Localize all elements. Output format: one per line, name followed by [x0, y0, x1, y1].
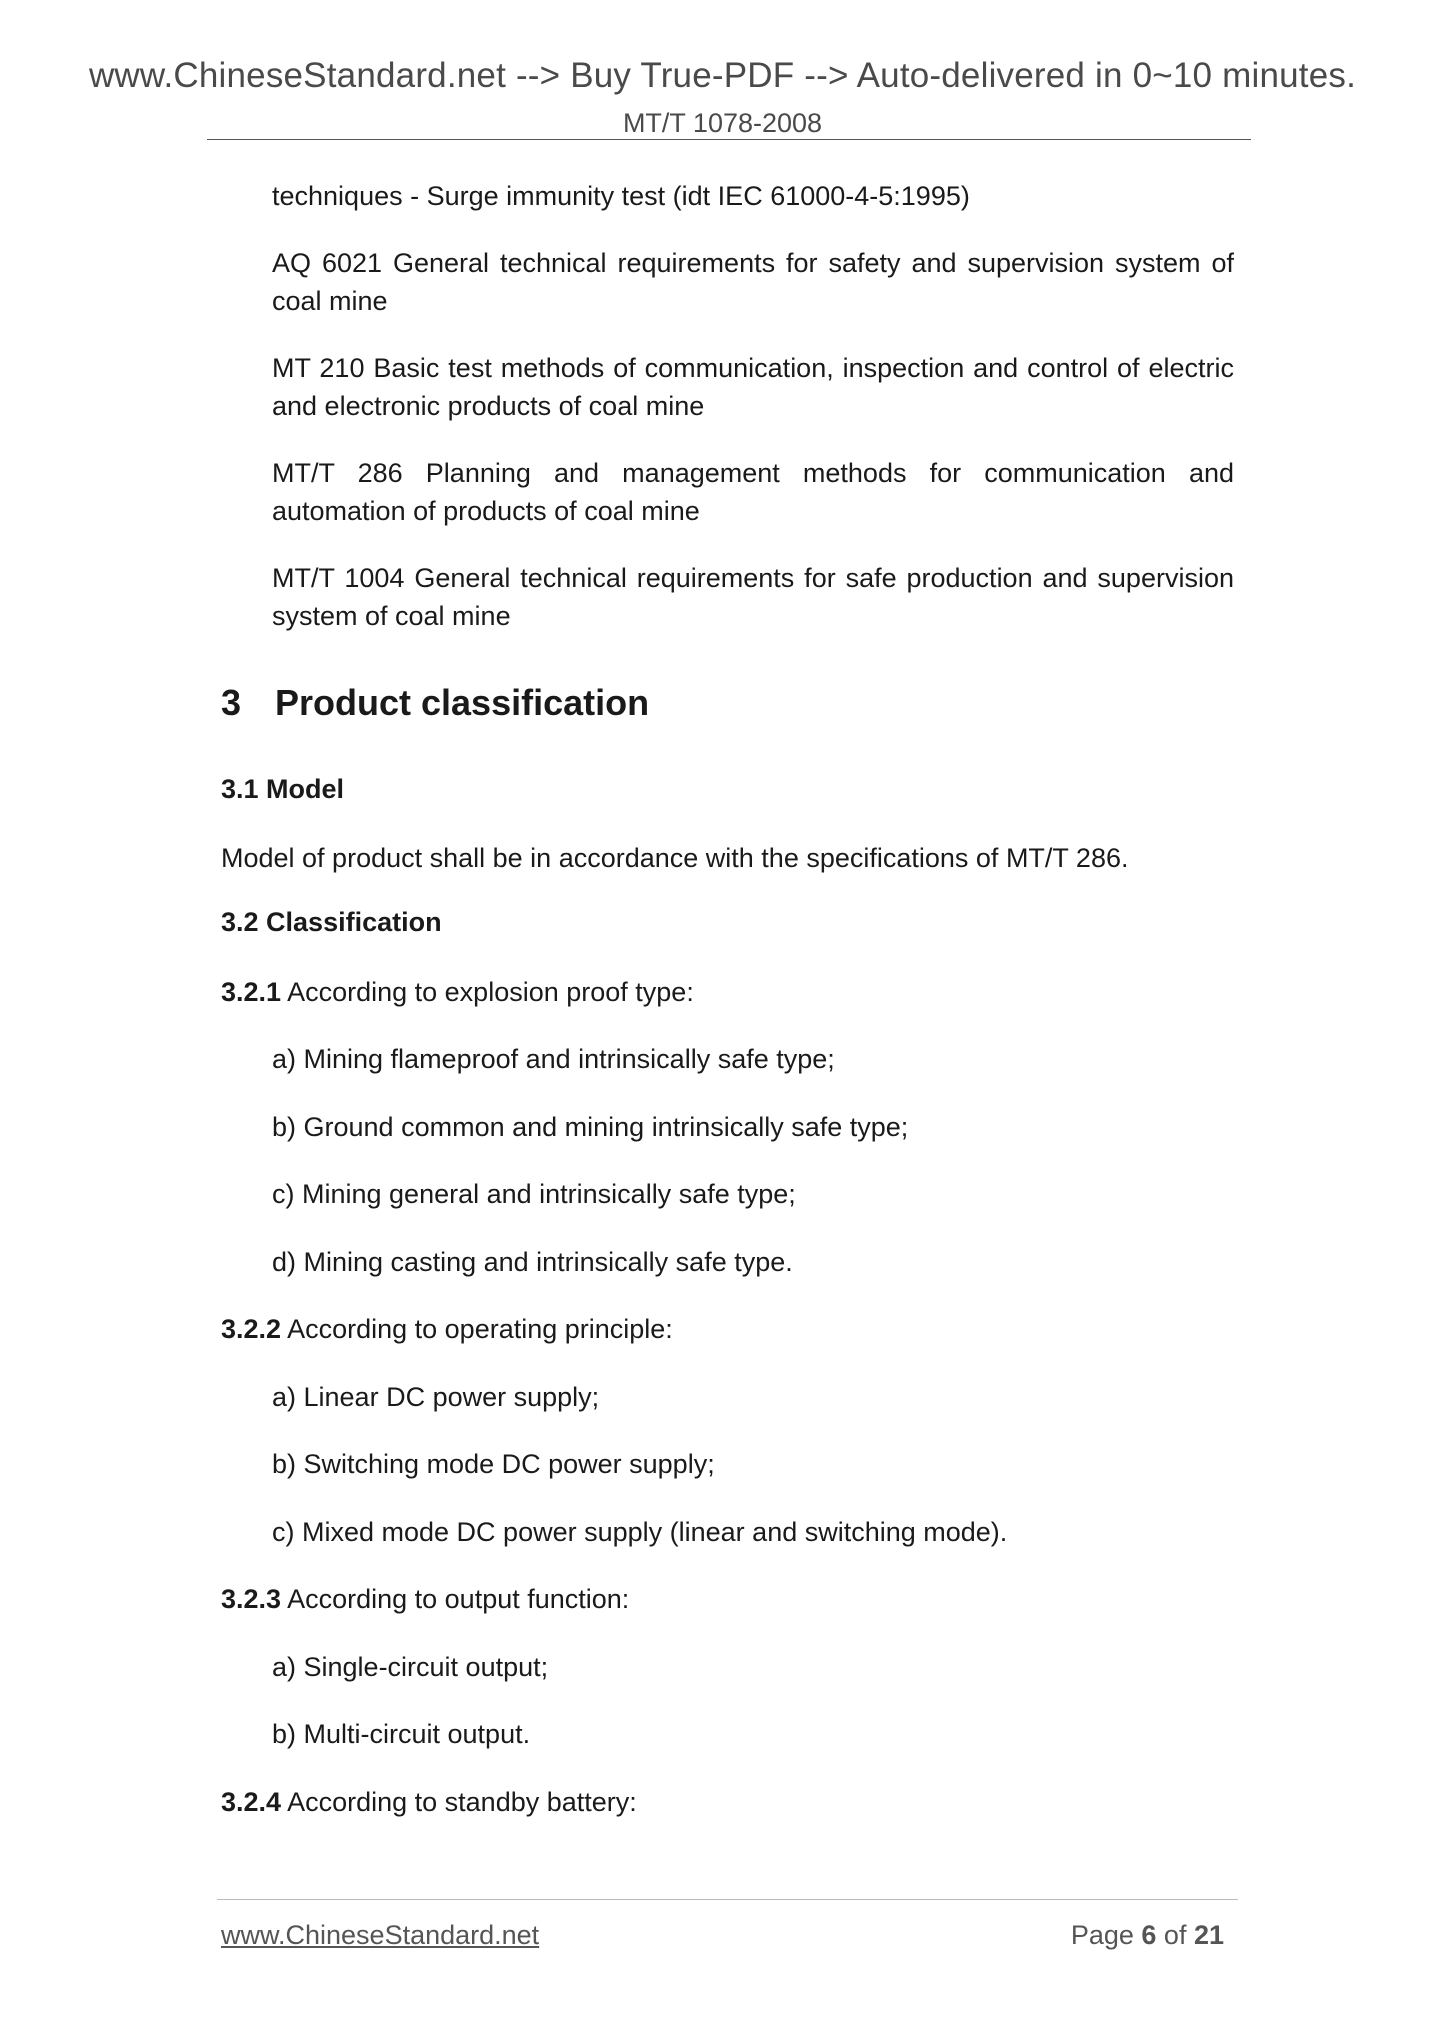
- clause-number: 3.2.2: [221, 1314, 282, 1344]
- page-current: 6: [1141, 1920, 1157, 1950]
- list-item: b) Multi-circuit output.: [272, 1719, 531, 1749]
- clause-3-2-1: [221, 973, 1234, 1011]
- reference-item: MT/T 286 Planning and management methods for communication and automation of products of coal mine: [272, 458, 1234, 526]
- subsection-heading-classification: 3.2 Classification: [221, 907, 442, 937]
- page-prefix: Page: [1070, 1920, 1142, 1950]
- clause-text: According to explosion proof type:: [281, 977, 694, 1007]
- page-indicator: [1071, 1920, 1224, 1951]
- footer-divider: [217, 1899, 1238, 1900]
- section-heading: [221, 682, 649, 724]
- clause-3-2-3: [221, 1580, 1234, 1618]
- clause-number: 3.2.3: [221, 1584, 282, 1614]
- clause-3-2-4: [221, 1783, 1234, 1821]
- page-of: of: [1156, 1920, 1194, 1950]
- list-item: c) Mining general and intrinsically safe type;: [272, 1179, 796, 1209]
- section-title: Product classification: [275, 682, 650, 723]
- page-total: 21: [1193, 1920, 1224, 1950]
- reference-item: MT 210 Basic test methods of communication, inspection and control of electric and electronic products of coal mine: [272, 353, 1234, 421]
- clause-number: 3.2.1: [221, 977, 282, 1007]
- section-number: 3: [221, 682, 242, 723]
- clause-3-2-2: [221, 1310, 1234, 1348]
- list-item: a) Linear DC power supply;: [272, 1382, 600, 1412]
- list-item: a) Single-circuit output;: [272, 1652, 549, 1682]
- reference-item: AQ 6021 General technical requirements for safety and supervision system of coal mine: [272, 248, 1234, 316]
- list-item: a) Mining flameproof and intrinsically safe type;: [272, 1044, 835, 1074]
- clause-number: 3.2.4: [221, 1787, 282, 1817]
- clause-text: According to operating principle:: [281, 1314, 673, 1344]
- clause-text: According to standby battery:: [281, 1787, 637, 1817]
- reference-item: techniques - Surge immunity test (idt IEC 61000-4-5:1995): [272, 181, 970, 211]
- model-text: Model of product shall be in accordance with the specifications of MT/T 286.: [221, 843, 1129, 873]
- reference-item: MT/T 1004 General technical requirements for safe production and supervision system of coal mine: [272, 563, 1234, 631]
- header-divider: [207, 139, 1251, 140]
- footer-website-link[interactable]: www.ChineseStandard.net: [221, 1920, 540, 1950]
- list-item: b) Switching mode DC power supply;: [272, 1449, 715, 1479]
- header-banner: www.ChineseStandard.net --> Buy True-PDF --> Auto-delivered in 0~10 minutes.: [88, 56, 1357, 95]
- list-item: c) Mixed mode DC power supply (linear and switching mode).: [272, 1517, 1008, 1547]
- standard-number: MT/T 1078-2008: [622, 108, 823, 138]
- list-item: d) Mining casting and intrinsically safe type.: [272, 1247, 793, 1277]
- clause-text: According to output function:: [281, 1584, 630, 1614]
- subsection-heading-model: 3.1 Model: [221, 774, 345, 804]
- list-item: b) Ground common and mining intrinsically safe type;: [272, 1112, 909, 1142]
